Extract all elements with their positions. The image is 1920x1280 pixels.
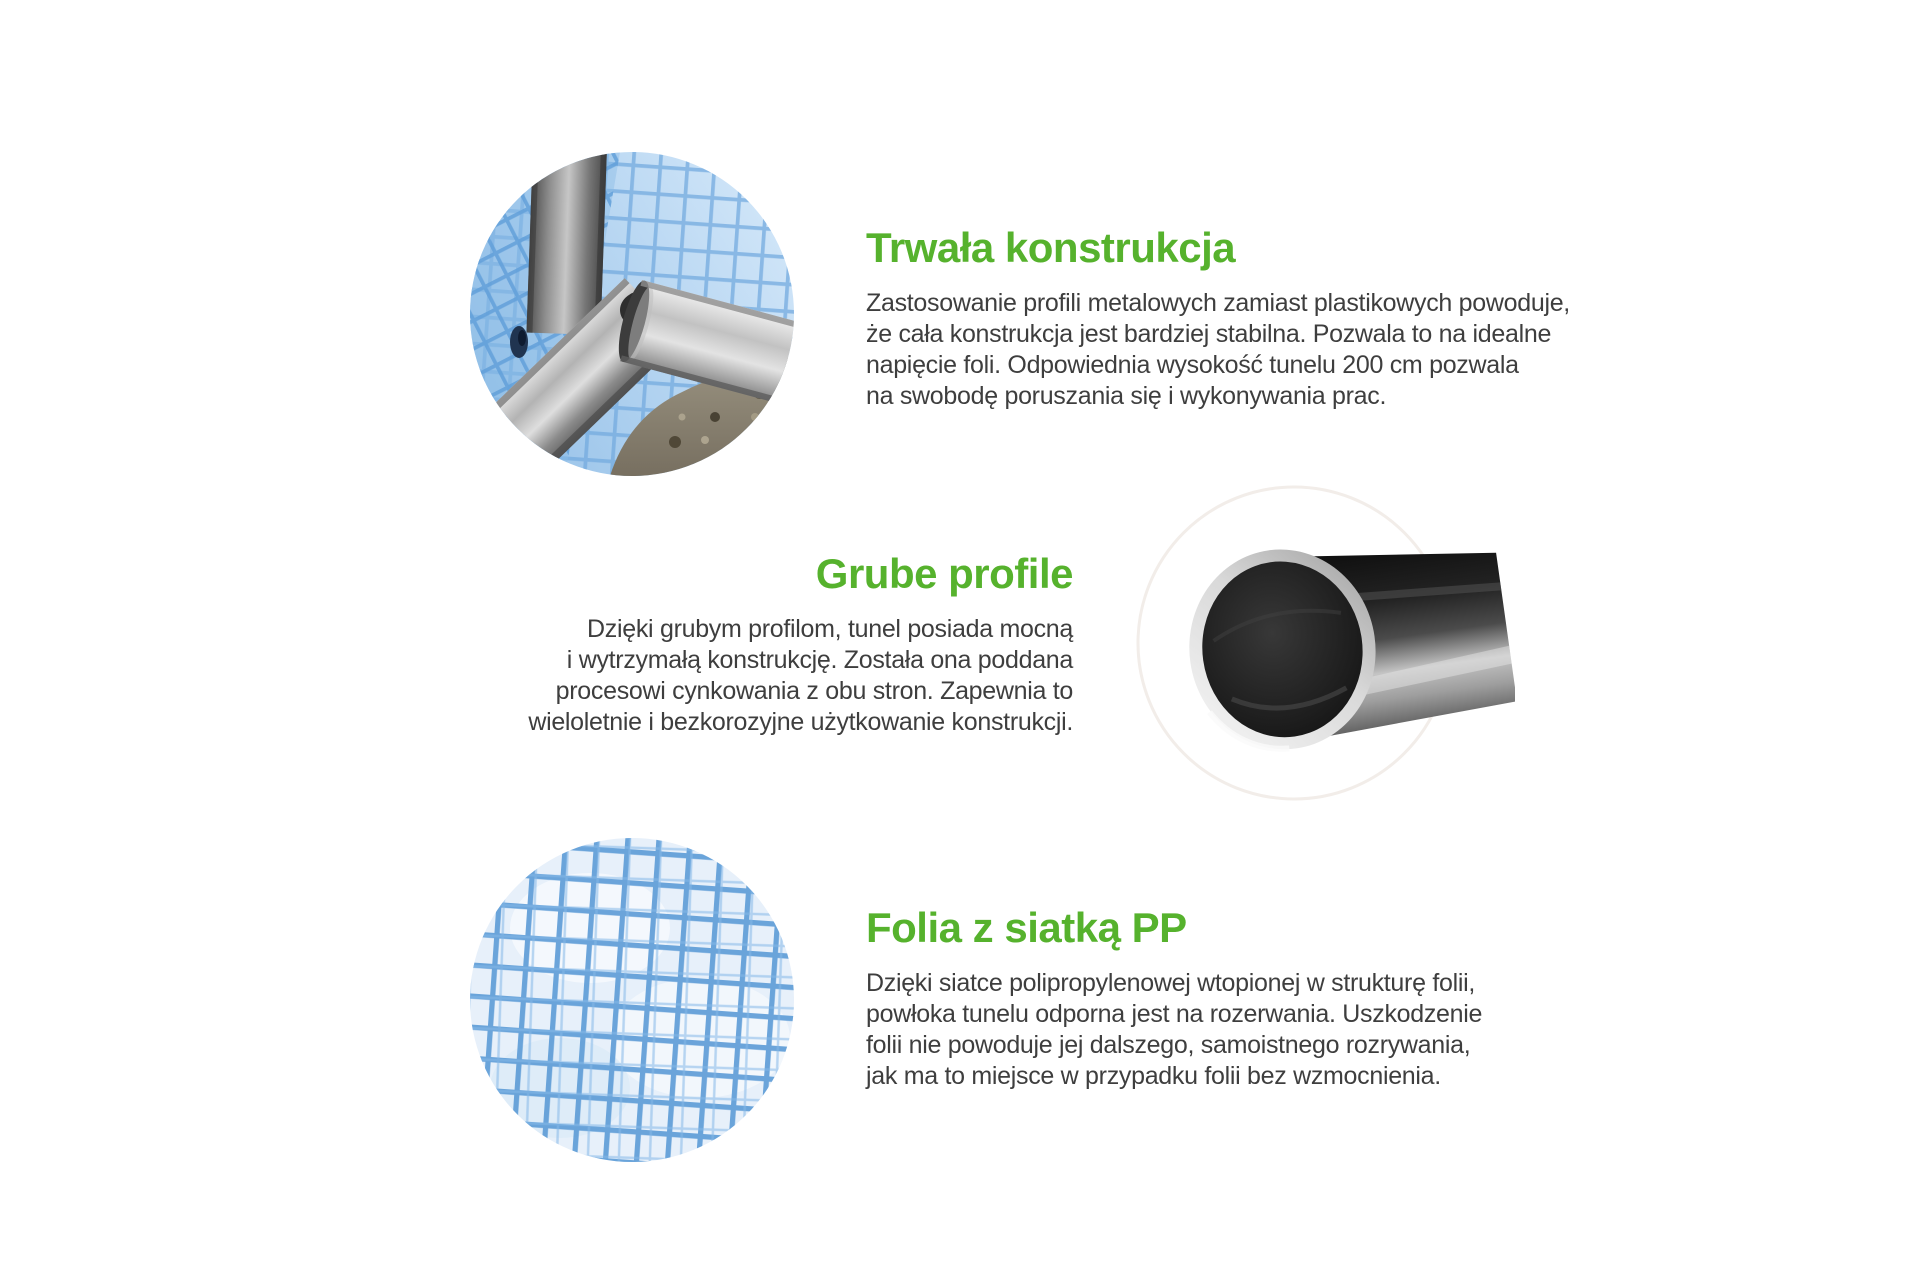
- steel-pipe-photo-image: [1135, 481, 1515, 805]
- feature-text-line: folii nie powoduje jej dalszego, samoistnego rozrywania,: [866, 1031, 1471, 1059]
- feature-text: [866, 968, 1586, 1092]
- feature-text-line: Zastosowanie profili metalowych zamiast plastikowych powoduje,: [866, 289, 1570, 317]
- feature-text-line: Dzięki siatce polipropylenowej wtopionej w strukturę folii,: [866, 969, 1475, 997]
- feature-text-line: napięcie foli. Odpowiednia wysokość tunelu 200 cm pozwala: [866, 351, 1519, 379]
- feature-text: [433, 614, 1073, 738]
- feature-title: Grube profile: [815, 550, 1073, 597]
- feature-text-line: procesowi cynkowania z obu stron. Zapewnia to: [555, 677, 1073, 705]
- pp-mesh-photo-image: [470, 838, 794, 1162]
- feature-text-line: na swobodę poruszania się i wykonywania prac.: [866, 382, 1387, 410]
- feature-title: Folia z siatką PP: [866, 904, 1187, 951]
- feature-text-block: [433, 552, 1073, 738]
- feature-title: Trwała konstrukcja: [866, 224, 1236, 271]
- feature-text-block: [866, 906, 1586, 1092]
- feature-text-line: Dzięki grubym profilom, tunel posiada mocną: [587, 615, 1073, 643]
- feature-text-line: wieloletnie i bezkorozyjne użytkowanie konstrukcji.: [528, 708, 1073, 736]
- feature-text-line: że cała konstrukcja jest bardziej stabilna. Pozwala to na idealne: [866, 320, 1552, 348]
- feature-text-line: i wytrzymałą konstrukcję. Została ona poddana: [566, 646, 1073, 674]
- feature-text: [866, 288, 1586, 412]
- frame-joint-photo-image: [470, 152, 794, 476]
- feature-text-block: [866, 226, 1586, 412]
- feature-text-line: powłoka tunelu odporna jest na rozerwania. Uszkodzenie: [866, 1000, 1483, 1028]
- feature-text-line: jak ma to miejsce w przypadku folii bez wzmocnienia.: [866, 1062, 1441, 1090]
